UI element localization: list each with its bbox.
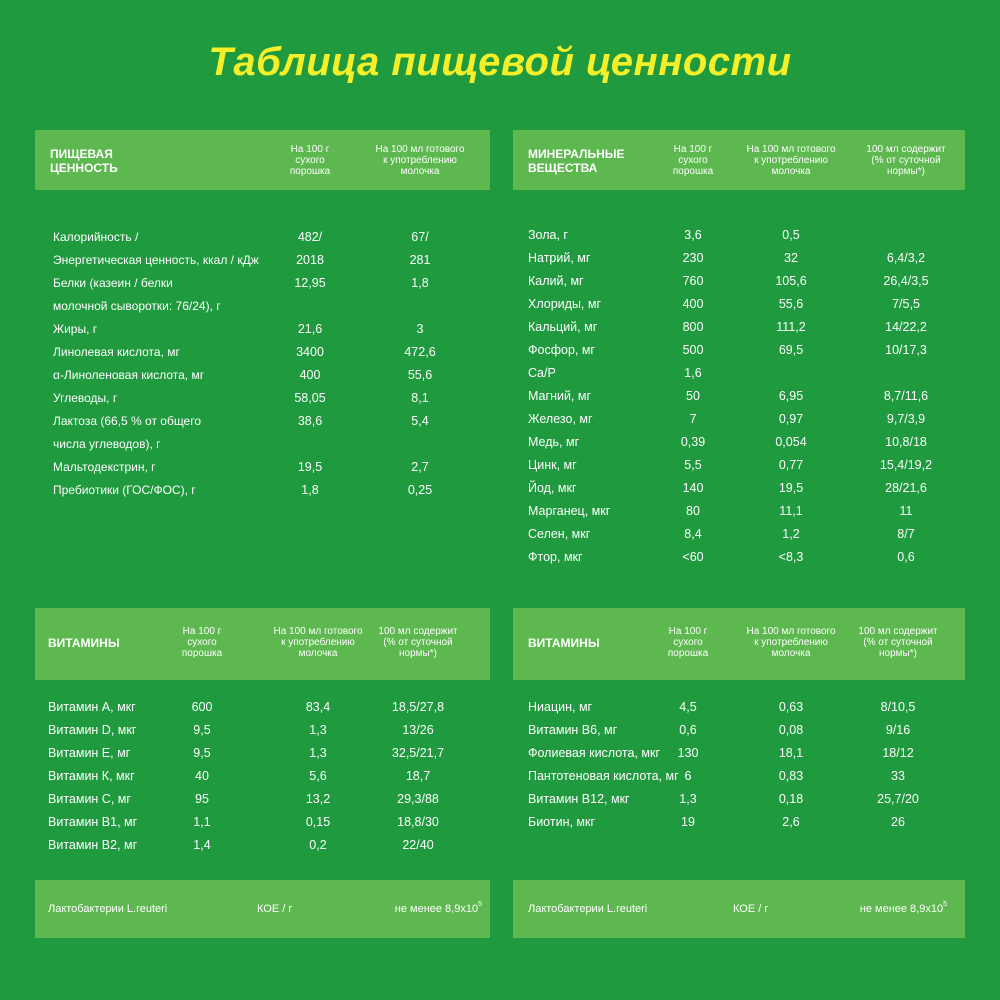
row-value-2: 13,2	[305, 792, 331, 806]
footer-right-value: не менее $8,9x10^5$	[859, 901, 947, 915]
table-row	[513, 431, 965, 454]
table-row	[35, 479, 490, 502]
table-row	[35, 226, 490, 249]
row-value-3: 6,4/3,2	[886, 251, 926, 265]
row-value-3: 29,3/88	[397, 792, 439, 806]
row-label: Энергетическая ценность, ккал / кДж	[53, 253, 259, 267]
row-label: Фосфор, мг	[528, 343, 595, 357]
table-row	[513, 224, 965, 247]
table-row	[513, 316, 965, 339]
vitamins-right-header-col2: На 100 мл готового к употреблению молочка	[746, 626, 836, 659]
table-row	[513, 742, 965, 765]
row-value-1: 130	[677, 746, 699, 760]
table-row	[513, 385, 965, 408]
row-value-2: 281	[409, 253, 431, 267]
row-value-1: 600	[191, 700, 213, 714]
row-value-2: 55,6	[778, 297, 804, 311]
table-row	[513, 247, 965, 270]
row-label: Фтор, мкг	[528, 550, 583, 564]
row-value-1: 9,5	[193, 723, 211, 737]
table-row	[35, 788, 490, 811]
row-value-2: 1,8	[411, 276, 429, 290]
row-label: Цинк, мг	[528, 458, 577, 472]
row-label: Витамин Е, мг	[48, 746, 131, 760]
row-value-2: 0,77	[778, 458, 804, 472]
row-label: числа углеводов), г	[53, 437, 161, 451]
row-value-2: 5,6	[309, 769, 327, 783]
vitamins-right-header-title: ВИТАМИНЫ	[528, 636, 600, 650]
row-value-1: 58,05	[294, 391, 326, 405]
row-value-2: 55,6	[407, 368, 433, 382]
row-label: Ниацин, мг	[528, 700, 593, 714]
footer-right-name: Лактобактерии L.reuteri	[528, 903, 648, 915]
row-value-2: 0,15	[305, 815, 331, 829]
nutrition-header-title: ПИЩЕВАЯ ЦЕННОСТЬ	[50, 147, 118, 175]
nutrition-header	[35, 130, 490, 190]
row-label: Белки (казеин / белки	[53, 276, 173, 290]
row-value-1: 0,39	[680, 435, 706, 449]
vitamins-right-header-col1: На 100 г сухого порошка	[667, 626, 709, 659]
table-row	[513, 500, 965, 523]
row-label: Хлориды, мг	[528, 297, 602, 311]
row-value-1: 50	[686, 389, 700, 403]
row-label: Витамин К, мкг	[48, 769, 135, 783]
row-value-2: 2,7	[411, 460, 429, 474]
table-row	[35, 742, 490, 765]
row-label: α-Линоленовая кислота, мг	[53, 368, 205, 382]
footer-left-unit: КОЕ / г	[257, 903, 293, 915]
row-value-2: 0,97	[778, 412, 804, 426]
table-row	[513, 719, 965, 742]
row-value-2: 69,5	[778, 343, 804, 357]
row-value-1: 80	[686, 504, 700, 518]
footer-left-value: не менее $8,9x10^5$	[394, 901, 482, 915]
row-value-1: <60	[682, 550, 704, 564]
row-value-1: 1,1	[193, 815, 211, 829]
row-value-1: 6	[684, 769, 692, 783]
row-label: Медь, мг	[528, 435, 580, 449]
row-value-1: 1,4	[193, 838, 211, 852]
row-value-2: 32	[784, 251, 798, 265]
row-label: Ca/P	[528, 366, 556, 380]
row-value-1: 19	[681, 815, 695, 829]
table-row	[513, 362, 965, 385]
row-value-2: 0,18	[778, 792, 804, 806]
row-value-2: 18,1	[778, 746, 804, 760]
row-value-2: 0,2	[309, 838, 327, 852]
row-value-2: 2,6	[782, 815, 800, 829]
row-value-2: 0,5	[782, 228, 800, 242]
footer-left-name: Лактобактерии L.reuteri	[48, 903, 168, 915]
row-value-2: 19,5	[778, 481, 804, 495]
row-label: Калий, мг	[528, 274, 584, 288]
row-value-2: 472,6	[404, 345, 436, 359]
row-label: Жиры, г	[53, 322, 98, 336]
row-label: Линолевая кислота, мг	[53, 345, 180, 359]
row-value-1: 500	[682, 343, 704, 357]
row-value-3: 15,4/19,2	[879, 458, 933, 472]
row-label: Натрий, мг	[528, 251, 591, 265]
row-value-2: 0,054	[775, 435, 807, 449]
row-value-1: 230	[682, 251, 704, 265]
row-value-1: 8,4	[684, 527, 702, 541]
row-value-1: 1,8	[301, 483, 319, 497]
row-value-3: 8,7/11,6	[883, 389, 929, 403]
row-label: Витамин D, мкг	[48, 723, 137, 737]
row-label: молочной сыворотки: 76/24), г	[53, 299, 221, 313]
minerals-header-title: МИНЕРАЛЬНЫЕ ВЕЩЕСТВА	[528, 147, 625, 175]
row-label: Кальций, мг	[528, 320, 598, 334]
row-value-1: 3400	[296, 345, 324, 359]
row-value-3: 18/12	[882, 746, 914, 760]
table-row	[35, 433, 490, 456]
table-row	[513, 546, 965, 569]
row-value-2: 111,2	[776, 320, 806, 334]
table-row	[513, 293, 965, 316]
row-value-3: 18,8/30	[397, 815, 439, 829]
row-value-3: 26,4/3,5	[883, 274, 929, 288]
row-value-1: 800	[682, 320, 704, 334]
row-value-3: 14/22,2	[885, 320, 927, 334]
table-row	[35, 719, 490, 742]
row-value-1: 12,95	[294, 276, 326, 290]
table-row	[35, 364, 490, 387]
table-row	[35, 696, 490, 719]
row-value-3: 9,7/3,9	[886, 412, 926, 426]
vitamins-left-header	[35, 608, 490, 680]
row-label: Магний, мг	[528, 389, 592, 403]
nutrition-header-col2: На 100 мл готового к употреблению молочка	[375, 144, 465, 177]
row-value-1: 0,6	[679, 723, 697, 737]
row-value-1: 140	[682, 481, 704, 495]
row-value-2: 1,2	[782, 527, 800, 541]
row-label: Пантотеновая кислота, мг	[528, 769, 679, 783]
table-row	[513, 408, 965, 431]
row-value-3: 13/26	[402, 723, 434, 737]
row-value-3: 25,7/20	[877, 792, 919, 806]
row-value-3: 18,5/27,8	[391, 700, 445, 714]
row-label: Углеводы, г	[53, 391, 118, 405]
table-row	[35, 272, 490, 295]
table-row	[513, 523, 965, 546]
table-row	[513, 765, 965, 788]
row-value-2: 6,95	[778, 389, 804, 403]
row-value-3: 9/16	[885, 723, 911, 737]
vitamins-right-header-col3: 100 мл содержит (% от суточной нормы*)	[858, 626, 938, 659]
row-value-1: 2018	[296, 253, 324, 267]
row-value-1: 40	[195, 769, 209, 783]
row-value-2: 0,83	[778, 769, 804, 783]
vitamins-left-header-col1: На 100 г сухого порошка	[181, 626, 223, 659]
row-value-2: 3	[416, 322, 424, 336]
row-value-2: <8,3	[778, 550, 804, 564]
row-value-3: 11	[899, 504, 913, 518]
table-row	[513, 696, 965, 719]
table-row	[35, 811, 490, 834]
row-label: Витамин С, мг	[48, 792, 131, 806]
row-value-3: 8/10,5	[880, 700, 916, 714]
table-row	[35, 834, 490, 857]
row-value-3: 0,6	[897, 550, 915, 564]
row-label: Мальтодекстрин, г	[53, 460, 156, 474]
row-value-2: 105,6	[775, 274, 807, 288]
row-value-3: 8/7	[897, 527, 915, 541]
row-label: Витамин В2, мг	[48, 838, 138, 852]
row-label: Йод, мкг	[528, 481, 577, 495]
row-value-1: 482/	[297, 230, 323, 244]
vitamins-right-header	[513, 608, 965, 680]
row-label: Фолиевая кислота, мкг	[528, 746, 661, 760]
table-row	[35, 295, 490, 318]
row-value-3: 33	[891, 769, 905, 783]
row-value-2: 83,4	[305, 700, 331, 714]
row-value-1: 21,6	[297, 322, 323, 336]
table-row	[513, 339, 965, 362]
footer-left	[35, 880, 490, 938]
table-row	[35, 341, 490, 364]
row-value-1: 19,5	[297, 460, 323, 474]
minerals-header	[513, 130, 965, 190]
footer-right-unit: КОЕ / г	[733, 903, 769, 915]
row-value-1: 5,5	[684, 458, 702, 472]
minerals-header-col2: На 100 мл готового к употреблению молочка	[746, 144, 836, 177]
table-row	[35, 387, 490, 410]
row-value-1: 38,6	[297, 414, 323, 428]
vitamins-left-header-col2: На 100 мл готового к употреблению молочка	[273, 626, 363, 659]
table-row	[513, 811, 965, 834]
row-value-3: 10,8/18	[885, 435, 927, 449]
vitamins-left-header-col3: 100 мл содержит (% от суточной нормы*)	[378, 626, 458, 659]
table-row	[513, 454, 965, 477]
row-value-3: 26	[891, 815, 905, 829]
row-label: Марганец, мкг	[528, 504, 611, 518]
row-value-2: 5,4	[411, 414, 429, 428]
row-label: Витамин В12, мкг	[528, 792, 630, 806]
row-value-2: 67/	[411, 230, 429, 244]
row-value-1: 1,6	[684, 366, 702, 380]
row-label: Витамин A, мкг	[48, 700, 136, 714]
row-label: Железо, мг	[528, 412, 593, 426]
nutrition-header-col1: На 100 г сухого порошка	[289, 144, 331, 177]
row-value-3: 22/40	[402, 838, 434, 852]
row-value-2: 11,1	[779, 504, 803, 518]
row-value-3: 28/21,6	[885, 481, 927, 495]
row-value-1: 4,5	[679, 700, 697, 714]
page-title: Таблица пищевой ценности	[208, 40, 792, 84]
table-row	[35, 456, 490, 479]
row-value-1: 9,5	[193, 746, 211, 760]
row-label: Зола, г	[528, 228, 568, 242]
row-value-1: 1,3	[679, 792, 697, 806]
row-label: Калорийность /	[53, 230, 139, 244]
row-value-2: 0,08	[778, 723, 804, 737]
table-row	[35, 249, 490, 272]
row-label: Биотин, мкг	[528, 815, 596, 829]
vitamins-left-header-title: ВИТАМИНЫ	[48, 636, 120, 650]
footer-right	[513, 880, 965, 938]
row-value-1: 400	[299, 368, 321, 382]
table-row	[35, 410, 490, 433]
row-value-2: 8,1	[411, 391, 429, 405]
row-value-1: 95	[195, 792, 209, 806]
table-row	[35, 765, 490, 788]
row-value-1: 400	[682, 297, 704, 311]
row-value-1: 760	[682, 274, 704, 288]
row-label: Пребиотики (ГОС/ФОС), г	[53, 483, 196, 497]
row-value-2: 0,25	[407, 483, 433, 497]
table-row	[513, 788, 965, 811]
row-label: Витамин В1, мг	[48, 815, 138, 829]
row-value-2: 1,3	[309, 746, 327, 760]
row-value-1: 7	[689, 412, 697, 426]
row-label: Витамин В6, мг	[528, 723, 618, 737]
row-label: Лактоза (66,5 % от общего	[53, 414, 202, 428]
row-value-3: 10/17,3	[885, 343, 927, 357]
table-row	[513, 477, 965, 500]
row-value-3: 7/5,5	[892, 297, 920, 311]
row-value-3: 18,7	[405, 769, 431, 783]
row-value-2: 1,3	[309, 723, 327, 737]
minerals-header-col1: На 100 г сухого порошка	[672, 144, 714, 177]
row-value-1: 3,6	[684, 228, 702, 242]
table-row	[35, 318, 490, 341]
row-value-2: 0,63	[778, 700, 804, 714]
row-label: Селен, мкг	[528, 527, 591, 541]
minerals-header-col3: 100 мл содержит (% от суточной нормы*)	[866, 144, 946, 177]
row-value-3: 32,5/21,7	[391, 746, 445, 760]
table-row	[513, 270, 965, 293]
